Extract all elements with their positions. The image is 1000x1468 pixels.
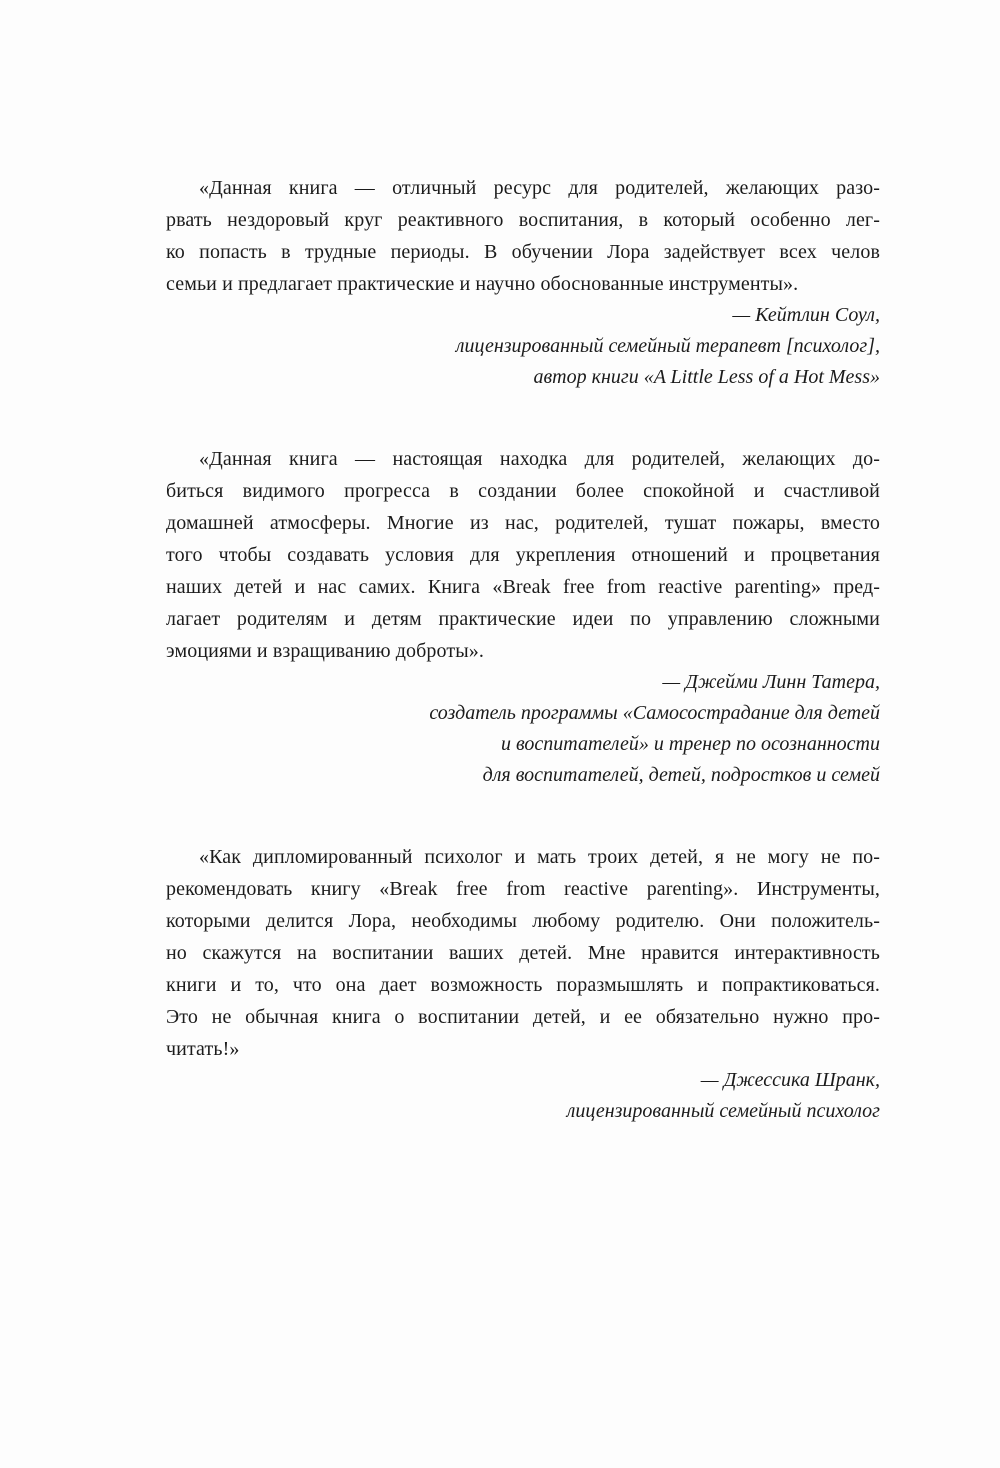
quote-line: лагает родителям и детям практические идеи по управлению сложными <box>166 608 880 630</box>
quote-line: ко попасть в трудные периоды. В обучении Лора задействует всех челов <box>166 241 880 263</box>
quote-line: «Данная книга — настоящая находка для родителей, желающих до- <box>199 448 880 470</box>
attribution-author: — Джейми Линн Татера, <box>662 671 880 693</box>
endorsement-block-3 <box>166 841 880 1127</box>
attribution <box>166 667 880 791</box>
quote-line: рвать нездоровый круг реактивного воспитания, в который особенно лег- <box>166 209 880 231</box>
attribution-credential: лицензированный семейный терапевт [психолог], <box>455 335 880 357</box>
quote-text <box>166 172 880 300</box>
quote-text <box>166 841 880 1065</box>
quote-line: семьи и предлагает практические и научно обоснованные инструменты». <box>166 273 799 295</box>
endorsement-block-1 <box>166 172 880 393</box>
quote-line: того чтобы создавать условия для укрепления отношений и процветания <box>166 544 880 566</box>
quote-line: «Как дипломированный психолог и мать троих детей, я не могу не по- <box>199 846 880 868</box>
endorsement-block-2 <box>166 443 880 791</box>
attribution-credential: лицензированный семейный психолог <box>566 1100 880 1122</box>
quote-line: читать!» <box>166 1038 240 1060</box>
quote-line: наших детей и нас самих. Книга «Break free from reactive parenting» пред- <box>166 576 880 598</box>
quote-line: рекомендовать книгу «Break free from reactive parenting». Инструменты, <box>166 878 880 900</box>
attribution-credential: для воспитателей, детей, подростков и семей <box>482 764 880 786</box>
attribution-author: — Кейтлин Соул, <box>732 304 880 326</box>
quote-line: биться видимого прогресса в создании более спокойной и счастливой <box>166 480 880 502</box>
attribution <box>166 300 880 393</box>
attribution-credential: автор книги «A Little Less of a Hot Mess» <box>533 366 880 388</box>
attribution-author: — Джессика Шранк, <box>700 1069 880 1091</box>
attribution-credential: и воспитателей» и тренер по осознанности <box>500 733 880 755</box>
quote-line: книги и то, что она дает возможность поразмышлять и попрактиковаться. <box>166 974 880 996</box>
quote-text <box>166 443 880 667</box>
quote-line: Это не обычная книга о воспитании детей, и ее обязательно нужно про- <box>166 1006 880 1028</box>
quote-line: но скажутся на воспитании ваших детей. Мне нравится интерактивность <box>166 942 880 964</box>
quote-line: «Данная книга — отличный ресурс для родителей, желающих разо- <box>199 177 880 199</box>
attribution <box>166 1065 880 1127</box>
book-page <box>166 0 880 1127</box>
attribution-credential: создатель программы «Самосострадание для детей <box>429 702 880 724</box>
quote-line: домашней атмосферы. Многие из нас, родителей, тушат пожары, вместо <box>166 512 880 534</box>
quote-line: которыми делится Лора, необходимы любому родителю. Они положитель- <box>166 910 880 932</box>
quote-line: эмоциями и взращиванию доброты». <box>166 640 484 662</box>
